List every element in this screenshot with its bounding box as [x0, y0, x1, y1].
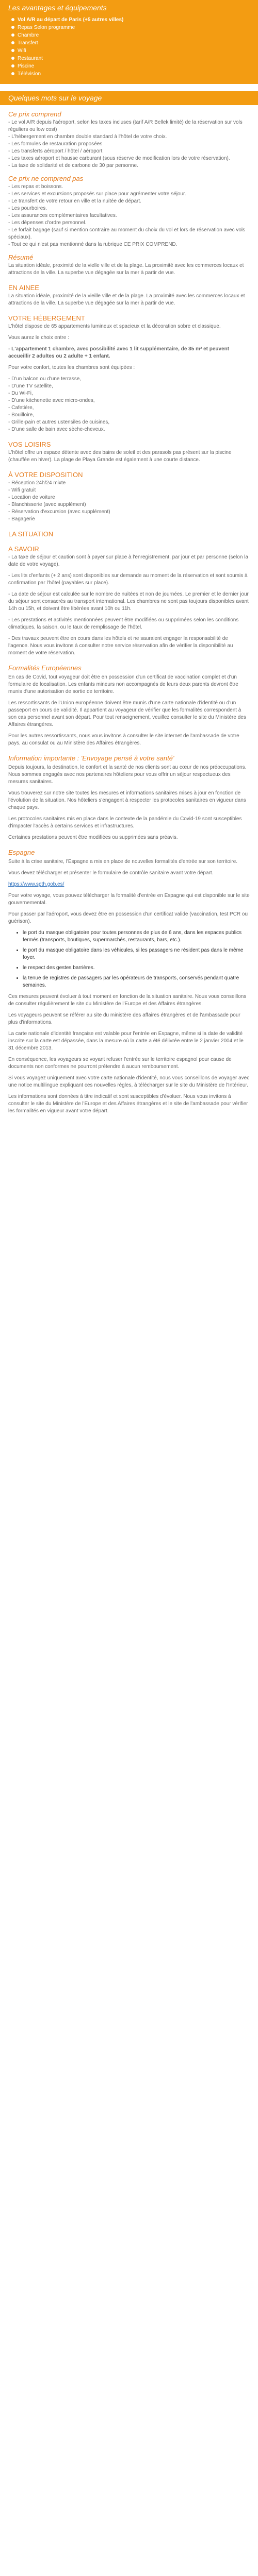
espagne-text-4: Pour passer par l'aéroport, vous devez être en possession d'un certificat valide (vaccination, test PCR ou guérison). — [8, 911, 248, 924]
espagne-link[interactable]: https://www.spth.gob.es/ — [8, 882, 64, 887]
formalities-text-1: En cas de Covid, tout voyageur doit être en possession d'un certificat de vaccination complet et d'un formulaire de localisation. Les enfants mineurs non accompagnés de leurs deux parents devront être munis d'une autorisation de sortie de territoire. — [8, 674, 238, 694]
amenity-item: - D'un balcon ou d'une terrasse, — [8, 376, 82, 382]
espagne-text-3: Pour votre voyage, vous pouvez télécharger la formalité d'entrée en Espagne qui est disponible sur le site gouvernemental. — [8, 893, 250, 906]
advantage-item: Vol A/R au départ de Paris (+5 autres villes) — [18, 16, 258, 24]
espagne-text-2: Vous devez télécharger et présenter le formulaire de contrôle sanitaire avant votre départ. — [8, 870, 214, 876]
qmp-header — [0, 91, 258, 105]
espagne-text-7: La carte nationale d'identité française est valable pour l'entrée en Espagne, même si la date de validité inscrite sur la carte est dépassée, dans la mesure où la carte a été délivrée entre le 2 janvier 2004 et le 31 décembre 2013. — [8, 1031, 244, 1051]
price-not-includes-list — [8, 183, 250, 248]
not-include-item: - Les pourboires. — [8, 206, 47, 211]
price-includes-list — [8, 119, 250, 170]
en-ainee-title: EN AINEE — [8, 284, 39, 292]
price-include-item: - Le vol A/R depuis l'aéroport, selon les taxes incluses (tarif A/R Bellek limité) de la réservation sur vols réguliers ou low cost) — [8, 120, 243, 132]
important-title: Information importante : 'Envoyage pensé à votre santé' — [8, 754, 174, 762]
amenity-item: - D'une TV satellite, — [8, 383, 53, 389]
advantages-title: Les avantages et équipements — [8, 4, 107, 12]
asavoir-text-4: - Les prestations et activités mentionnées peuvent être modifiées ou supprimées selon les conditions climatiques, la saison, ou le taux de remplissage de l'hôtel. — [8, 617, 239, 630]
rule-item: • le respect des gestes barrières. — [23, 964, 250, 972]
qmp-title: Quelques mots sur le voyage — [8, 94, 102, 102]
price-include-item: - La taxe de solidarité et de carbone de 30 par personne. — [8, 163, 138, 168]
rule-item: • le port du masque obligatoire dans les véhicules, si les passagers ne résident pas dans le même foyer. — [23, 947, 250, 961]
not-include-item: - Les services et excursions proposés sur place pour agrémenter votre séjour. — [8, 191, 186, 197]
provision-item: - Réception 24h/24 mixte — [8, 480, 66, 486]
not-include-item: - Le forfait bagage (sauf si mention contraire au moment du choix du vol et lors de réservation avec vols spéciaux). — [8, 227, 246, 240]
espagne-title: Espagne — [8, 849, 35, 856]
amenity-item: - D'une kitchenette avec micro-ondes, — [8, 398, 95, 403]
price-include-item: - L'hébergement en chambre double standard à l'hôtel de votre choix. — [8, 134, 167, 140]
situation-title: LA SITUATION — [8, 530, 54, 538]
rule-item: • le port du masque obligatoire pour toutes personnes de plus de 6 ans, dans les espaces publics fermés (transports, boutiques, supermarchés, restaurants, bars, etc.). — [23, 929, 250, 944]
provision-item: - Location de voiture — [8, 495, 55, 500]
advantage-item: Restaurant — [18, 55, 258, 62]
espagne-text-9: Si vous voyagez uniquement avec votre carte nationale d'identité, nous vous conseillons de voyager avec une notice multilingue expliquant ces nouvelles règles, à télécharger sur le site du Ministère de l'Intérieur. — [8, 1075, 250, 1088]
leisure-title: VOS LOISIRS — [8, 440, 51, 448]
formalities-text-3: Pour les autres ressortissants, nous vous invitons à consulter le site internet de l'ambassade de votre pays, au consulat ou au Ministère des Affaires étrangères. — [8, 733, 239, 746]
amenity-item: - Bouilloire, — [8, 412, 35, 418]
hotel-choice: - L'appartement 1 chambre, avec possibilité avec 1 lit supplémentaire, de 35 m² et peuvent accueillir 2 adultes ou 2 adulte + 1 enfant. — [8, 346, 230, 359]
price-not-includes-title: Ce prix ne comprend pas — [8, 175, 84, 182]
hotel-text-2: Vous aurez le choix entre : — [8, 335, 69, 341]
formalities-title: Formalités Européennes — [8, 664, 82, 672]
provision-item: - Réservation d'excursion (avec supplément) — [8, 509, 110, 515]
summary-text: La situation idéale, proximité de la vielle ville et de la plage. La proximité avec les commerces locaux et attractions de la ville. La superbe vue dégagée sur la mer à partir de vue. — [8, 263, 244, 276]
price-include-item: - Les transferts aéroport / hôtel / aéroport — [8, 148, 103, 154]
not-include-item: - Les dépenses d'ordre personnel. — [8, 220, 87, 226]
important-text-3: Les protocoles sanitaires mis en place dans le contexte de la pandémie du Covid-19 sont susceptibles d'impacter l'accès à certains services et infrastructures. — [8, 816, 242, 829]
provision-title: À VOTRE DISPOSITION — [8, 471, 83, 479]
amenity-item: - Cafetière, — [8, 405, 34, 411]
hotel-text-3: Pour votre confort, toutes les chambres sont équipées : — [8, 365, 135, 370]
advantages-box — [0, 0, 258, 84]
advantage-item: Télévision — [18, 70, 258, 78]
advantage-item: Repas Selon programme — [18, 24, 258, 31]
provision-item: - Bagagerie — [8, 516, 35, 522]
advantage-item: Piscine — [18, 62, 258, 70]
asavoir-title: A SAVOIR — [8, 545, 39, 553]
asavoir-text-1: - La taxe de séjour et caution sont à payer sur place à l'enregistrement, par jour et par personne (selon la date de votre voyage). — [8, 554, 248, 567]
asavoir-text-5: - Des travaux peuvent être en cours dans les hôtels et ne sauraient engager la responsabilité de l'agence. Nous vous invitons à consulter notre service réservation afin de vérifier la disponibilité au moment de votre réservation. — [8, 636, 233, 656]
espagne-text-1: Suite à la crise sanitaire, l'Espagne a mis en place de nouvelles formalités d'entrée sur son territoire. — [8, 859, 238, 865]
price-includes-title: Ce prix comprend — [8, 110, 61, 118]
espagne-text-5: Ces mesures peuvent évoluer à tout moment en fonction de la situation sanitaire. Nous vous conseillons de consulter régulièrement le site du Ministère de l'Europe et des Affaires étrangères. — [8, 994, 247, 1007]
leisure-text: L'hôtel offre un espace détente avec des bains de soleil et des parasols pas présent sur la piscine (chauffée en hiver). La plage de Playa Grande est également à une courte distance. — [8, 450, 232, 463]
important-text-1: Depuis toujours, la destination, le confort et la santé de nos clients sont au cœur de nos préoccupations. Nous sommes engagés avec nos partenaires hôteliers pour vous offrir un séjour respectueux des mesures sanitaires. — [8, 765, 247, 785]
price-include-item: - Les formules de restauration proposées — [8, 141, 103, 147]
asavoir-text-3: - La date de séjour est calculée sur le nombre de nuitées et non de journées. Le premier et le dernier jour du séjour sont consacrés au transport international. Les chambres ne sont pas toujours disponibles avant 14h ou 15h, et doivent être libérées avant 10h ou 11h. — [8, 591, 249, 612]
amenity-item: - Du Wi-Fi, — [8, 391, 33, 396]
amenity-item: - D'une salle de bain avec sèche-cheveux. — [8, 427, 105, 432]
not-include-item: - Tout ce qui n'est pas mentionné dans la rubrique CE PRIX COMPREND. — [8, 242, 178, 247]
not-include-item: - Le transfert de votre retour en ville et la nuitée de départ. — [8, 198, 141, 204]
espagne-text-6: Les voyageurs peuvent se référer au site du ministère des affaires étrangères et de l'ambassade pour plus d'informations. — [8, 1012, 240, 1025]
advantage-item: Chambre — [18, 31, 258, 39]
en-ainee-text: La situation idéale, proximité de la vieille ville et de la plage. La proximité avec les commerces locaux et attractions de la ville. La superbe vue dégagée sur la mer à partir de vue. — [8, 293, 245, 306]
hotel-text-1: L'hôtel dispose de 65 appartements lumineux et spacieux et la décoration sobre et classique. — [8, 324, 221, 329]
amenity-item: - Grille-pain et autres ustensiles de cuisines, — [8, 419, 110, 425]
provision-item: - Blanchisserie (avec supplément) — [8, 502, 86, 507]
asavoir-text-2: - Les lits d'enfants (+ 2 ans) sont disponibles sur demande au moment de la réservation et sont soumis à confirmation par l'hôtel (payables sur place). — [8, 573, 248, 586]
hotel-title: VOTRE HÉBERGEMENT — [8, 314, 85, 322]
hotel-amenities — [8, 376, 250, 433]
advantage-item: Transfert — [18, 39, 258, 47]
advantages-list — [0, 14, 258, 82]
important-text-4: Certaines prestations peuvent être modifiées ou supprimées sans préavis. — [8, 835, 178, 840]
espagne-text-8: En conséquence, les voyageurs se voyant refuser l'entrée sur le territoire espagnol pour cause de documents non conformes ne pourront prétendre à aucun remboursement. — [8, 1057, 232, 1070]
rule-item: • la tenue de registres de passagers par les opérateurs de transports, conservés pendant quatre semaines. — [23, 975, 250, 989]
summary-title: Résumé — [8, 253, 34, 261]
important-text-2: Vous trouverez sur notre site toutes les mesures et informations sanitaires mises à jour en fonction de l'évolution de la situation. Nos hôteliers s'engagent à respecter les protocoles sanitaires en vigueur dans chaque pays. — [8, 790, 246, 810]
sanitary-rules-list — [8, 929, 250, 989]
provision-item: - Wifi gratuit — [8, 487, 36, 493]
not-include-item: - Les repas et boissons. — [8, 184, 63, 190]
not-include-item: - Les assurances complémentaires facultatives. — [8, 213, 117, 218]
trip-content — [0, 110, 258, 1115]
price-include-item: - Les taxes aéroport et hausse carburant (sous réserve de modification lors de votre réservation). — [8, 156, 230, 161]
advantage-item: Wifi — [18, 47, 258, 55]
provision-list — [8, 480, 250, 523]
formalities-text-2: Les ressortissants de l'Union européenne doivent être munis d'une carte nationale d'identité ou d'un passeport en cours de validité. Il appartient au voyageur de vérifier que les formalités correspondent à son cas personnel avant son départ. Pour tout renseignement, veuillez consulter le site du Ministère des Affaires étrangères. — [8, 700, 246, 727]
espagne-text-10: Les informations sont données à titre indicatif et sont susceptibles d'évoluer. Nous vous invitons à consulter le site du Ministère de l'Europe et des Affaires étrangères et le site de l'ambassade pour vérifier les formalités en vigueur avant votre départ. — [8, 1094, 248, 1114]
